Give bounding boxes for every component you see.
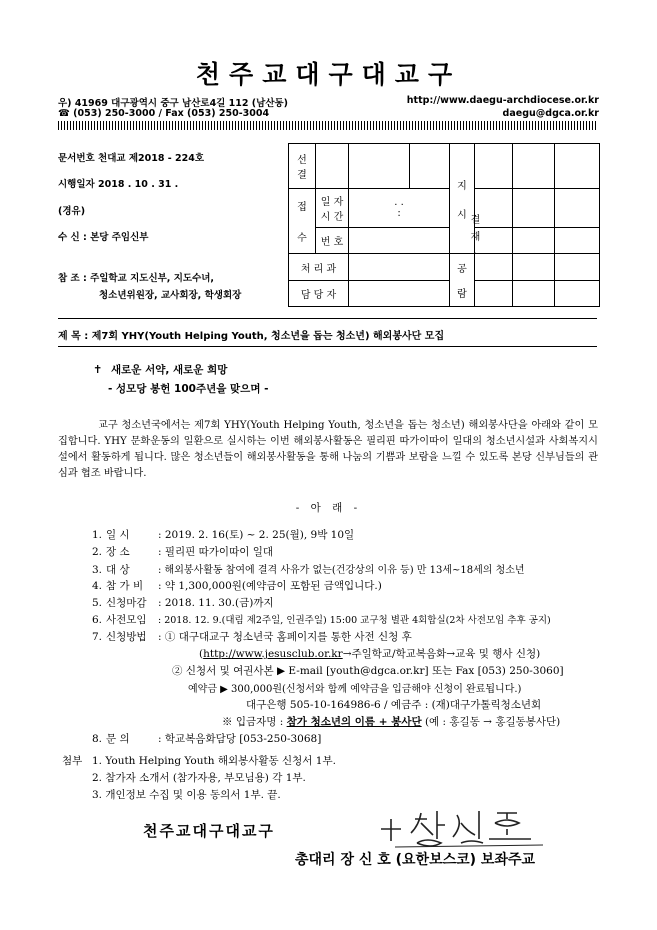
anniversary-slogan: - 성모당 봉헌 100주년을 맞으며 - xyxy=(108,383,269,395)
attachment-row: 첨부 1. Youth Helping Youth 해외봉사활동 신청서 1부. xyxy=(62,755,336,767)
list-item: 3. 대 상 : 해외봉사활동 참여에 결격 사유가 없는(건강상의 이유 등) 만 13세~18세의 청소년 xyxy=(92,564,525,576)
details-list xyxy=(92,527,551,646)
date-field: . . xyxy=(394,197,404,208)
attachment-row: 2. 참가자 소개서 (참가자용, 부모님용) 각 1부. xyxy=(92,772,306,784)
via: (경유) xyxy=(58,206,86,217)
reference-2: 청소년위원장, 교사회장, 학생회장 xyxy=(99,290,242,301)
bank-info: 대구은행 505-10-164986-6 / 예금주 : (재)대구가톨릭청소년회 xyxy=(246,699,542,711)
su-label: 수 xyxy=(297,233,307,244)
signature-name: 총대리 장 신 호 (요한보스코) 보좌주교 xyxy=(295,852,536,868)
header-divider xyxy=(58,121,598,130)
signature-org: 천주교대구대교구 xyxy=(143,822,275,840)
gyeol-label: 결 xyxy=(297,170,307,181)
subject-rule xyxy=(58,346,597,347)
list-item: 1. 일 시 : 2019. 2. 16(토) ~ 2. 25(월), 9박 10일 xyxy=(92,529,355,541)
number-label: 번 호 xyxy=(316,228,349,254)
deposit-info: 예약금 ▶ 300,000원(신청서와 함께 예약금을 입금해야 신청이 완료됩니다.) xyxy=(188,684,522,695)
phone-fax: ☎ (053) 250-3000 / Fax (053) 250-3004 xyxy=(58,108,270,119)
vision-slogan: 새로운 서약, 새로운 희망 xyxy=(111,364,228,376)
jesusclub-link[interactable]: http://www.jesusclub.or.kr xyxy=(203,648,343,660)
top-rule xyxy=(58,318,597,319)
address-line xyxy=(58,95,599,109)
officer-label: 담 당 자 xyxy=(289,281,349,307)
approval-col-ram: 람 xyxy=(457,289,467,300)
body-paragraph: 교구 청소년국에서는 제7회 YHY(Youth Helping Youth, 청소년을 돕는 청소년) 해외봉사단을 아래와 같이 모집합니다. YHY 문화운동의 일환으로 실시하는 이번 해외봉사활동은 필리핀 따가이따이 일대의 청소년시설과 사회복지시설에서 활동하게 됩니다. 많은 청소년들이 해외봉사활동을 통해 나눔의 기쁨과 보람을 느낄 수 있도록 본당 신부님들의 관심과 협조 바랍니다. xyxy=(58,420,598,479)
jeop-label: 접 xyxy=(297,202,307,213)
approval-stamp-box xyxy=(288,143,600,307)
list-item: 6. 사전모임 : 2018. 12. 9.(대림 제2주일, 인권주일) 15:00 교구청 별관 4회합실(2차 사전모임 추후 공지) xyxy=(92,614,551,626)
recipient: 수 신 : 본당 주임신부 xyxy=(58,232,149,243)
address: 우) 41969 대구광역시 중구 남산로4길 112 (남산동) xyxy=(58,98,289,109)
approval-col-dot: · xyxy=(473,249,478,260)
list-item: 8. 문 의 : 학교복음화담당 [053-250-3068] xyxy=(92,733,322,745)
depositor-note: ※ 입금자명 : 참가 청소년의 이름 + 봉사단 (예 : 홍길동 → 홍길동봉사단) xyxy=(222,716,561,728)
email-link[interactable]: daegu@dgca.or.kr xyxy=(502,108,599,119)
website-link[interactable]: http://www.daegu-archdiocese.or.kr xyxy=(406,95,599,106)
contact-line xyxy=(58,108,599,119)
seon-label: 선 xyxy=(297,155,307,166)
approval-col-gyeol: 결 xyxy=(470,215,481,226)
list-item: 4. 참 가 비 : 약 1,300,000원(예약금이 포함된 금액입니다.) xyxy=(92,580,382,592)
time-label: 시 간 xyxy=(320,212,344,223)
approval-col-si: 시 xyxy=(457,209,467,221)
approval-col-ji: 지 xyxy=(457,180,467,192)
ah-rae-heading: - 아 래 - xyxy=(295,502,362,514)
issue-date: 시행일자 2018 . 10 . 31 . xyxy=(58,179,179,190)
apply-step-2: ② 신청서 및 여권사본 ▶ E-mail [youth@dgca.or.kr] 또는 Fax [053) 250-3060] xyxy=(172,665,564,677)
approval-col-gong: 공 xyxy=(457,264,467,275)
processing-dept-label: 처 리 과 xyxy=(289,254,349,281)
approval-col-gyeoljae xyxy=(463,212,488,263)
attachment-row: 3. 개인정보 수집 및 이용 동의서 1부. 끝. xyxy=(92,789,281,801)
org-title: 천주교대구대교구 xyxy=(195,60,462,89)
approval-col-jae: 재 xyxy=(470,232,481,243)
doc-number: 문서번호 천대교 제2018 - 224호 xyxy=(58,153,205,164)
attachments xyxy=(62,753,336,804)
reference-1: 참 조 : 주일학교 지도신부, 지도수녀, xyxy=(58,273,215,284)
cross-icon: ✝ xyxy=(93,363,103,376)
date-label: 일 자 xyxy=(320,197,344,208)
subject: 제 목 : 제7회 YHY(Youth Helping Youth, 청소년을 돕는 청소년) 해외봉사단 모집 xyxy=(58,331,445,342)
time-field: : xyxy=(397,208,401,219)
apply-link-line: (http://www.jesusclub.or.kr→주일학교/학교복음화→교육 및 행사 신청) xyxy=(199,648,541,660)
list-item: 2. 장 소 : 필리핀 따가이따이 일대 xyxy=(92,546,273,558)
handwritten-signature xyxy=(375,805,550,850)
list-item: 7. 신청방법 : ① 대구대교구 청소년국 홈페이지를 통한 사전 신청 후 xyxy=(92,631,412,643)
list-item: 5. 신청마감 : 2018. 11. 30.(금)까지 xyxy=(92,597,274,609)
